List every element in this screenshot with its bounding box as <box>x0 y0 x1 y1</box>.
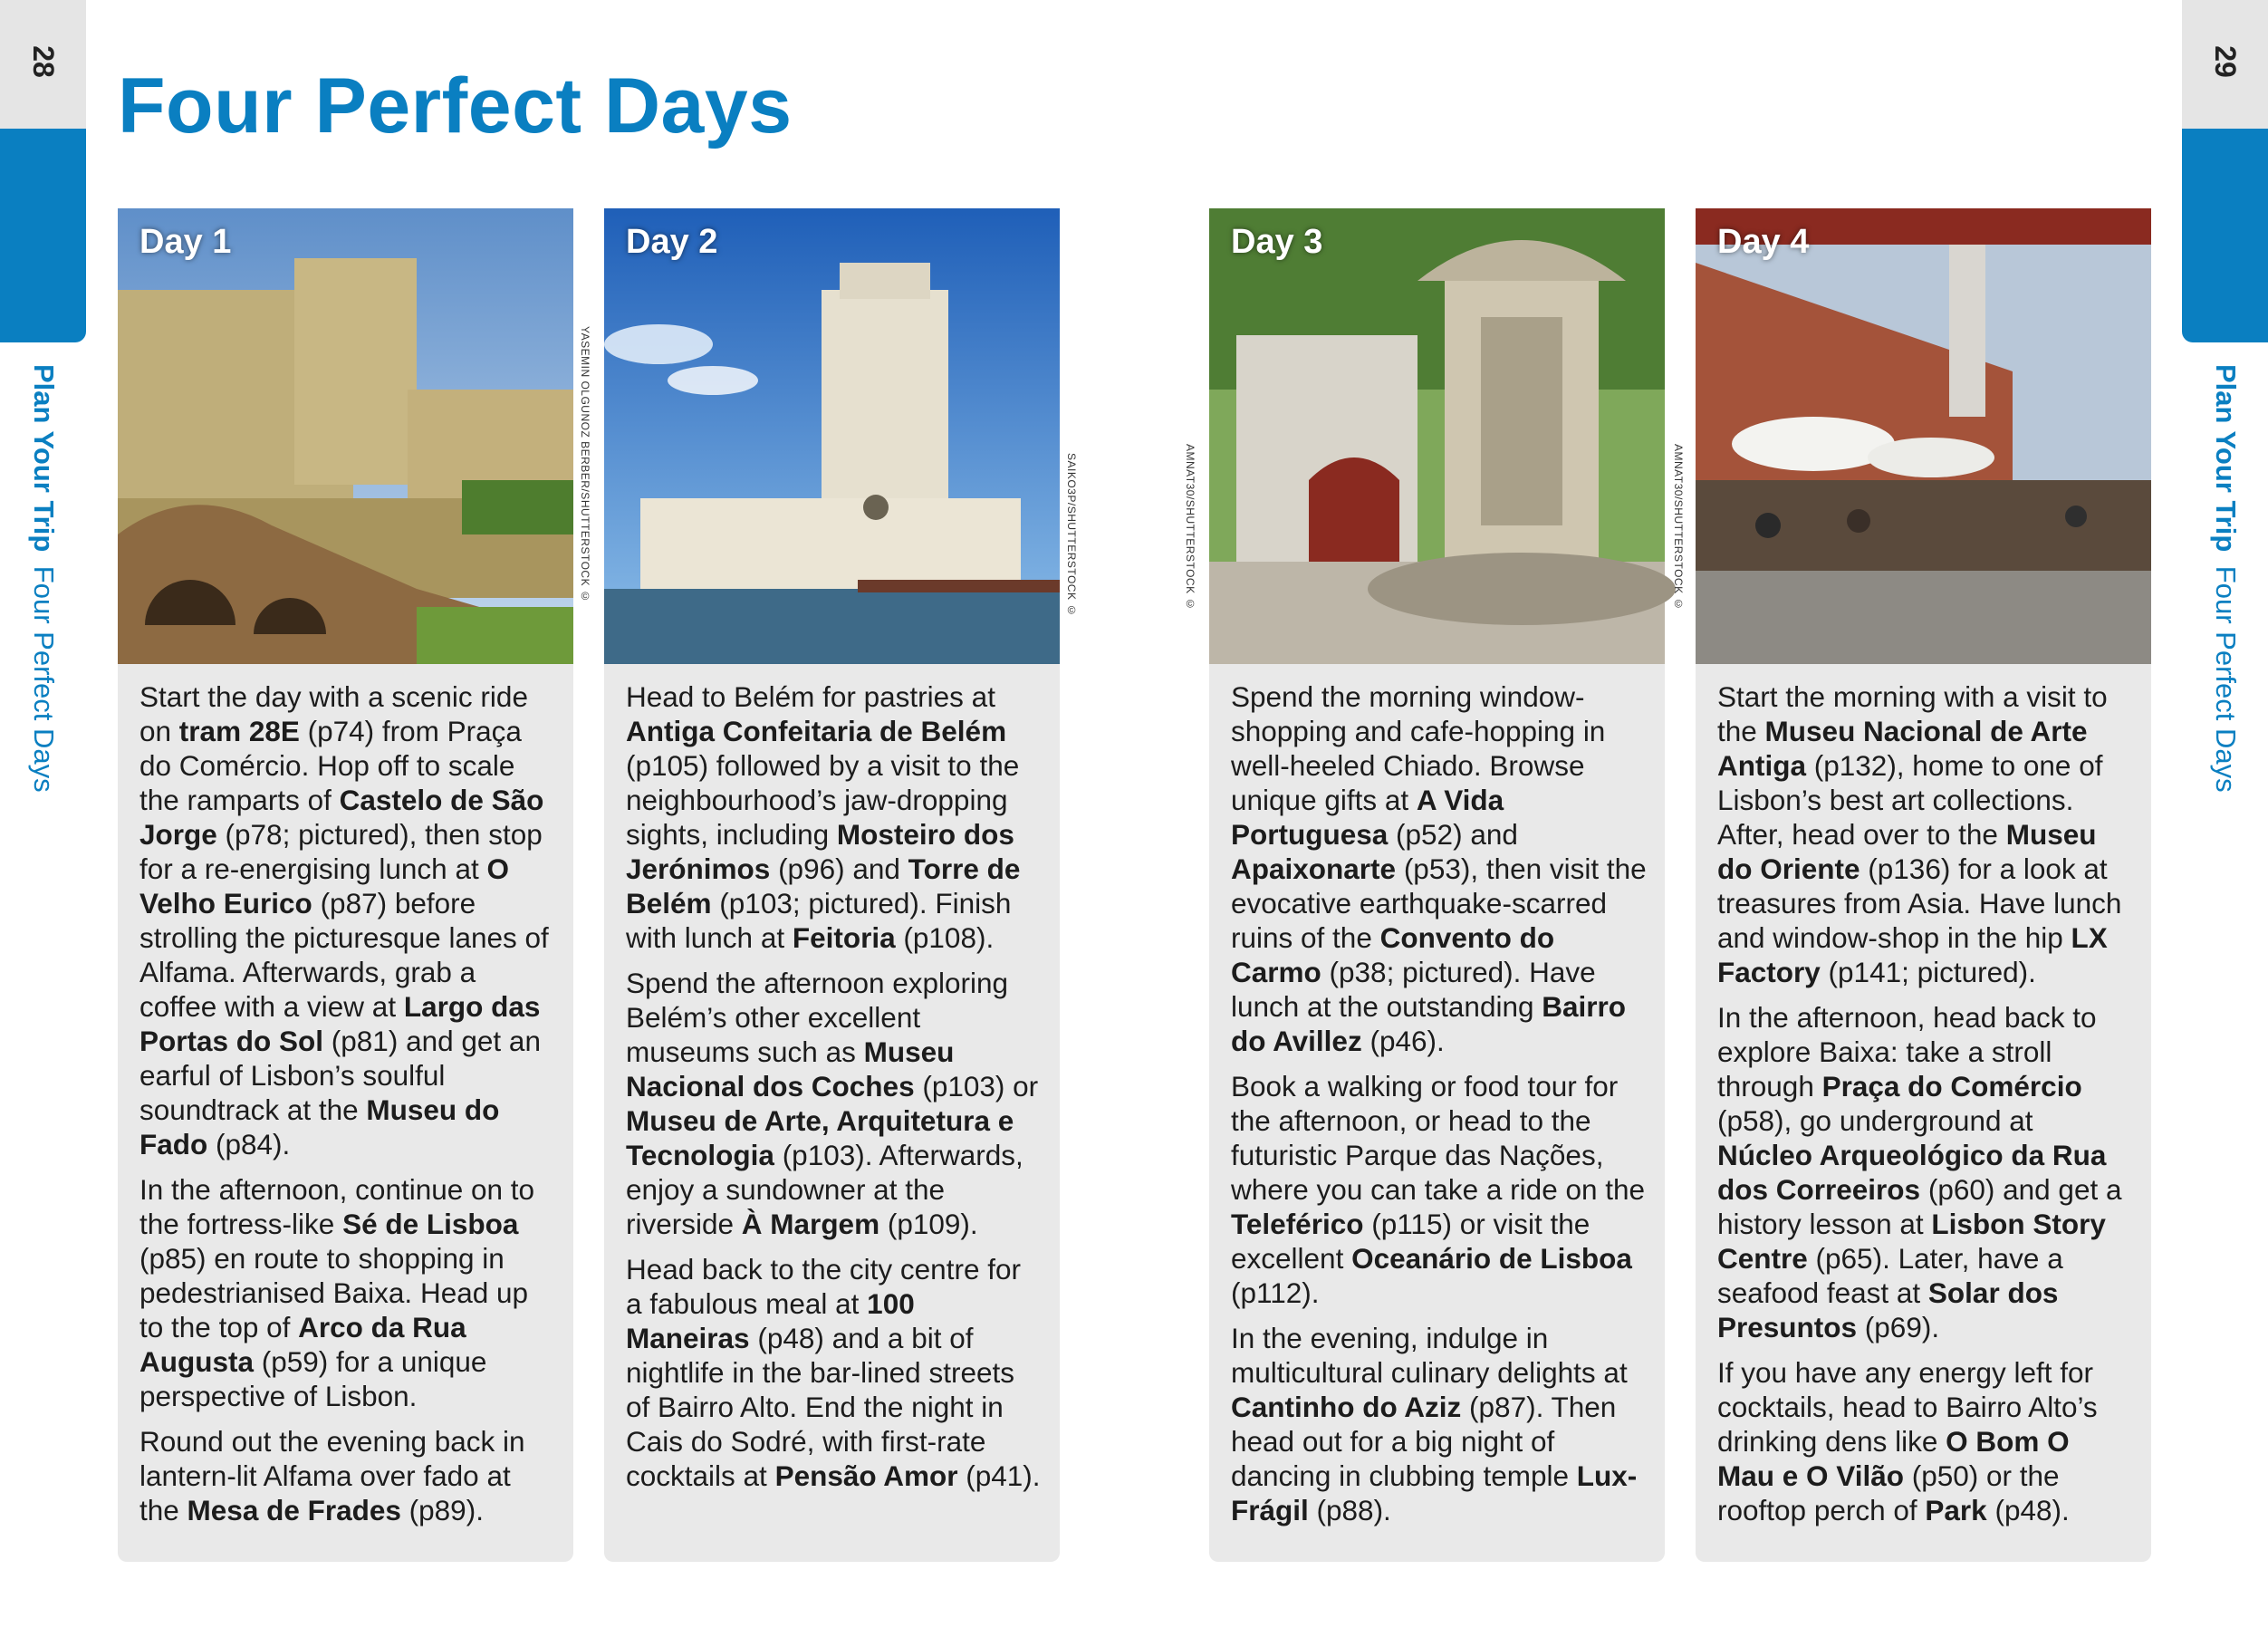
text-run: (p53), then visit the evocative earthquake-scarred ruins of the <box>1231 852 1647 954</box>
paragraph <box>1231 679 1647 1058</box>
text-run: (p87) before strolling the picturesque lanes of Alfama. Afterwards, grab a coffee with a view at <box>139 887 549 1023</box>
text-run: (p115) or visit the excellent <box>1231 1208 1590 1275</box>
text-run: (p60) and get a history lesson at <box>1717 1173 2122 1240</box>
paragraph <box>1717 1000 2133 1344</box>
paragraph <box>626 966 1042 1241</box>
text-run: (p78; pictured), then stop for a re-energising lunch at <box>139 818 543 885</box>
place-name: Museu de Arte, Arquitetura e Tecnologia <box>626 1104 1014 1171</box>
paragraph <box>1231 1321 1647 1527</box>
text-run: (p58), go underground at <box>1717 1104 2033 1137</box>
photo-fountain <box>1209 208 1665 664</box>
place-name: Praça do Comércio <box>1821 1070 2082 1103</box>
text-run: (p112). <box>1231 1276 1320 1309</box>
photo-street <box>1696 208 2151 664</box>
text-run: Start the day with a scenic ride on <box>139 680 528 747</box>
place-name: Museu Nacional dos Coches <box>626 1035 955 1103</box>
day-description <box>1696 664 2151 1527</box>
paragraph <box>1717 679 2133 989</box>
text-run: (p103). Afterwards, enjoy a sundowner at the riverside <box>626 1139 1023 1240</box>
text-run: (p88). <box>1308 1494 1391 1526</box>
place-name: Mesa de Frades <box>187 1494 401 1526</box>
place-name: Lux-Frágil <box>1231 1459 1638 1526</box>
place-name: Feitoria <box>792 921 896 954</box>
place-name: O Velho Eurico <box>139 852 509 920</box>
text-run: (p38; pictured). Have lunch at the outstanding <box>1231 956 1596 1023</box>
place-name: Museu Nacional de Arte Antiga <box>1717 715 2088 782</box>
text-run: (p48). <box>1986 1494 2070 1526</box>
day-description <box>604 664 1060 1493</box>
place-name: A Vida Portuguesa <box>1231 784 1504 851</box>
section-name: Plan Your Trip <box>2210 364 2242 553</box>
text-run: (p65). Later, have a seafood feast at <box>1717 1242 2063 1309</box>
right-page-tab <box>2182 0 2268 1637</box>
subsection-name: Four Perfect Days <box>28 565 60 793</box>
text-run: Start the morning with a visit to the <box>1717 680 2108 747</box>
running-header-right <box>2209 364 2242 908</box>
text-run: (p105) followed by a visit to the neighbourhood’s jaw-dropping sights, including <box>626 749 1020 851</box>
paragraph <box>626 679 1042 955</box>
running-header-left <box>27 364 60 908</box>
place-name: Mosteiro dos Jerónimos <box>626 818 1014 885</box>
place-name: Torre de Belém <box>626 852 1021 920</box>
day-label: Day 1 <box>139 223 232 261</box>
paragraph <box>1231 1069 1647 1310</box>
fountain-image <box>1209 208 1665 664</box>
photo-credit: SAIKO3P/SHUTTERSTOCK © <box>1065 453 1078 617</box>
text-run: Head to Belém for pastries at <box>626 680 995 713</box>
photo-credit: YASEMIN OLGUNOZ BERBER/SHUTTERSTOCK © <box>579 326 591 603</box>
place-name: Castelo de São Jorge <box>139 784 544 851</box>
text-run: (p59) for a unique perspective of Lisbon. <box>139 1345 487 1412</box>
text-run: In the evening, indulge in multicultural culinary delights at <box>1231 1322 1628 1389</box>
text-run: (p50) or the rooftop perch of <box>1717 1459 2060 1526</box>
place-name: Pensão Amor <box>774 1459 958 1492</box>
text-run: (p85) en route to shopping in pedestrianised Baixa. Head up to the top of <box>139 1242 529 1343</box>
text-run: (p87). Then head out for a big night of dancing in clubbing temple <box>1231 1391 1617 1492</box>
text-run: Book a walking or food tour for the afternoon, or head to the futuristic Parque das Nações, where you can take a ride on the <box>1231 1070 1646 1206</box>
text-run: (p69). <box>1857 1311 1940 1343</box>
section-tab-marker <box>2182 129 2268 342</box>
place-name: Apaixonarte <box>1231 852 1397 885</box>
place-name: 100 Maneiras <box>626 1287 915 1354</box>
day-description <box>118 664 573 1527</box>
place-name: Arco da Rua Augusta <box>139 1311 466 1378</box>
text-run: (p48) and a bit of nightlife in the bar-lined streets of Bairro Alto. End the night in Cais do Sodré, with first-rate cocktails at <box>626 1322 1014 1492</box>
section-tab-marker <box>0 129 86 342</box>
street-image <box>1696 208 2151 664</box>
page-number-left: 28 <box>27 45 61 78</box>
text-run: (p141; pictured). <box>1820 956 2036 988</box>
text-run: (p103) or <box>914 1070 1039 1103</box>
day-label: Day 3 <box>1231 223 1323 261</box>
place-name: Cantinho do Aziz <box>1231 1391 1462 1423</box>
text-run: (p103; pictured). Finish with lunch at <box>626 887 1012 954</box>
subsection-name: Four Perfect Days <box>2210 565 2242 793</box>
page-number-block <box>0 0 86 129</box>
place-name: Museu do Oriente <box>1717 818 2097 885</box>
text-run: (p46). <box>1361 1025 1445 1057</box>
text-run: (p89). <box>400 1494 484 1526</box>
text-run: (p41). <box>957 1459 1041 1492</box>
place-name: LX Factory <box>1717 921 2108 988</box>
text-run: Spend the afternoon exploring Belém’s other excellent museums such as <box>626 967 1009 1068</box>
text-run: Spend the morning window-shopping and cafe-hopping in well-heeled Chiado. Browse unique gifts at <box>1231 680 1606 816</box>
place-name: Oceanário de Lisboa <box>1351 1242 1632 1275</box>
day-card-3 <box>1184 208 1665 1562</box>
text-run: (p132), home to one of Lisbon’s best art collections. After, head over to the <box>1717 749 2103 851</box>
place-name: Sé de Lisboa <box>342 1208 519 1240</box>
place-name: Solar dos Presuntos <box>1717 1276 2059 1343</box>
place-name: Núcleo Arqueológico da Rua dos Correeiros <box>1717 1139 2107 1206</box>
place-name: Largo das Portas do Sol <box>139 990 541 1057</box>
text-run: (p96) and <box>770 852 908 885</box>
text-run: (p84). <box>207 1128 291 1160</box>
day-label: Day 4 <box>1717 223 1810 261</box>
place-name: Lisbon Story Centre <box>1717 1208 2106 1275</box>
place-name: À Margem <box>741 1208 880 1240</box>
paragraph <box>139 679 555 1161</box>
text-run: In the afternoon, continue on to the fortress-like <box>139 1173 535 1240</box>
paragraph <box>1717 1355 2133 1527</box>
place-name: Convento do Carmo <box>1231 921 1555 988</box>
day-label: Day 2 <box>626 223 718 261</box>
place-name: tram 28E <box>178 715 300 747</box>
text-run: Round out the evening back in lantern-lit Alfama over fado at the <box>139 1425 525 1526</box>
left-page-tab <box>0 0 86 1637</box>
photo-credit: AMNAT30/SHUTTERSTOCK © <box>1672 444 1685 611</box>
text-run: (p109). <box>879 1208 978 1240</box>
text-run: (p52) and <box>1388 818 1518 851</box>
page-number-right: 29 <box>2209 45 2243 78</box>
place-name: Bairro do Avillez <box>1231 990 1627 1057</box>
day-card-4 <box>1672 208 2151 1562</box>
paragraph <box>139 1172 555 1413</box>
castle-image <box>118 208 573 664</box>
text-run: (p136) for a look at treasures from Asia. Have lunch and window-shop in the hip <box>1717 852 2122 954</box>
paragraph <box>626 1252 1042 1493</box>
text-run: (p81) and get an earful of Lisbon’s soulful soundtrack at the <box>139 1025 541 1126</box>
day-card-1 <box>118 208 591 1562</box>
page-number-block <box>2182 0 2268 129</box>
place-name: Antiga Confeitaria de Belém <box>626 715 1007 747</box>
text-run: Head back to the city centre for a fabulous meal at <box>626 1253 1021 1320</box>
photo-tower <box>604 208 1060 664</box>
tower-image <box>604 208 1060 664</box>
page-title: Four Perfect Days <box>118 63 793 149</box>
paragraph <box>139 1424 555 1527</box>
day-card-2 <box>604 208 1078 1562</box>
place-name: Park <box>1925 1494 1987 1526</box>
photo-castle <box>118 208 573 664</box>
place-name: O Bom O Mau e O Vilão <box>1717 1425 2070 1492</box>
text-run: (p74) from Praça do Comércio. Hop off to scale the ramparts of <box>139 715 522 816</box>
photo-credit: AMNAT30/SHUTTERSTOCK © <box>1184 444 1196 611</box>
section-name: Plan Your Trip <box>28 364 60 553</box>
place-name: Teleférico <box>1231 1208 1364 1240</box>
place-name: Museu do Fado <box>139 1093 500 1160</box>
text-run: If you have any energy left for cocktails, head to Bairro Alto’s drinking dens like <box>1717 1356 2098 1458</box>
text-run: In the afternoon, head back to explore Baixa: take a stroll through <box>1717 1001 2097 1103</box>
text-run: (p108). <box>895 921 995 954</box>
day-description <box>1209 664 1665 1527</box>
